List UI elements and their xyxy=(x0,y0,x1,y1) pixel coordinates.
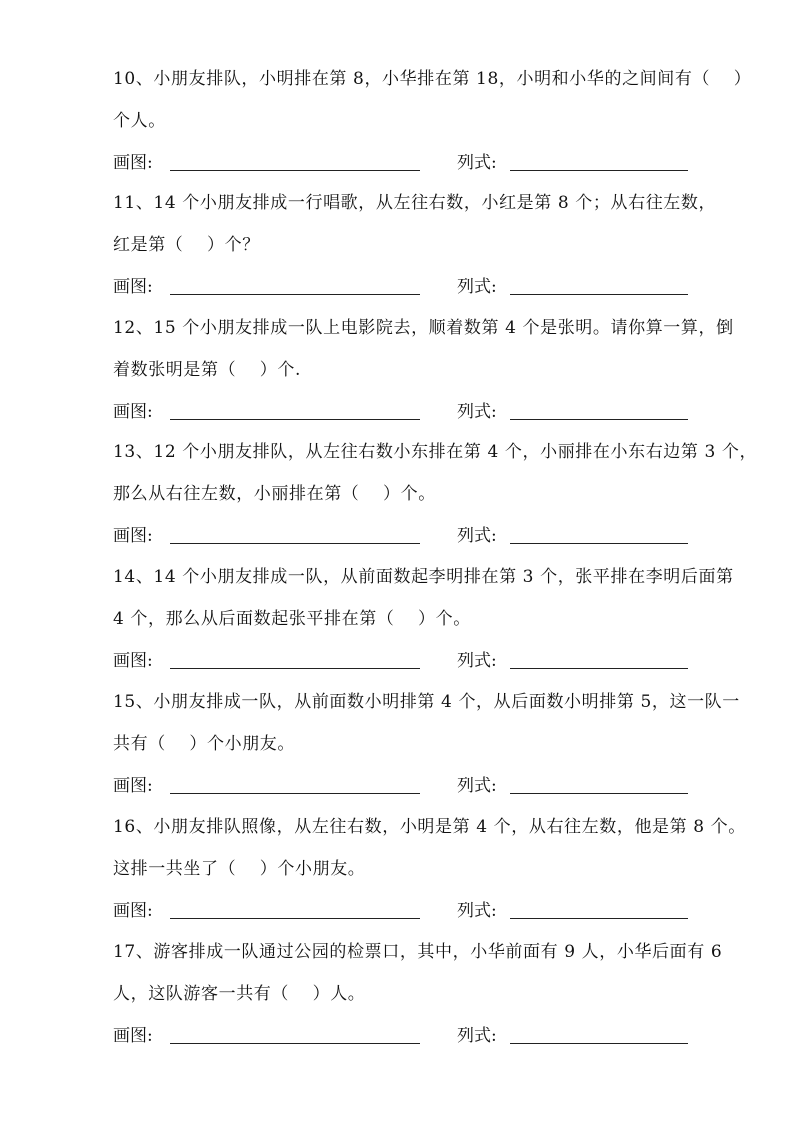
equation-answer-line[interactable] xyxy=(510,918,688,919)
question-text: 13、12 个小朋友排队，从左往右数小东排在第 4 个，小丽排在小东右边第 3 个， xyxy=(113,442,758,462)
question-text: 11、14 个小朋友排成一行唱歌，从左往右数，小红是第 8 个；从右往左数， xyxy=(113,193,717,213)
problem-17 xyxy=(113,931,763,1057)
draw-label: 画图: xyxy=(113,901,153,921)
question-text-continued: 着数张明是第（ ）个. xyxy=(113,360,302,380)
answer-row xyxy=(113,1015,763,1057)
answer-row xyxy=(113,142,763,184)
equation-label: 列式: xyxy=(457,651,497,671)
draw-answer-line[interactable] xyxy=(170,170,420,171)
draw-answer-line[interactable] xyxy=(170,793,420,794)
question-text: 16、小朋友排队照像，从左往右数，小明是第 4 个，从右往左数，他是第 8 个。 xyxy=(113,817,746,837)
draw-answer-line[interactable] xyxy=(170,419,420,420)
equation-answer-line[interactable] xyxy=(510,1043,688,1044)
draw-label: 画图: xyxy=(113,526,153,546)
question-text-continued: 红是第（ ）个？ xyxy=(113,235,260,255)
equation-label: 列式: xyxy=(457,277,497,297)
equation-label: 列式: xyxy=(457,901,497,921)
question-text: 17、游客排成一队通过公园的检票口，其中，小华前面有 9 人，小华后面有 6 xyxy=(113,942,723,962)
question-text: 14、14 个小朋友排成一队，从前面数起李明排在第 3 个，张平排在李明后面第 xyxy=(113,567,734,587)
problem-16 xyxy=(113,806,763,932)
equation-label: 列式: xyxy=(457,402,497,422)
draw-label: 画图: xyxy=(113,651,153,671)
question-text-continued: 这排一共坐了（ ）个小朋友。 xyxy=(113,859,366,879)
equation-answer-line[interactable] xyxy=(510,294,688,295)
answer-row xyxy=(113,515,763,557)
answer-row xyxy=(113,391,763,433)
question-text-continued: 人，这队游客一共有（ ）人。 xyxy=(113,984,366,1004)
draw-label: 画图: xyxy=(113,402,153,422)
question-text-continued: 那么从右往左数，小丽排在第（ ）个。 xyxy=(113,484,436,504)
problem-13 xyxy=(113,431,763,557)
question-text: 15、小朋友排成一队，从前面数小明排第 4 个，从后面数小明排第 5，这一队一 xyxy=(113,692,740,712)
answer-row xyxy=(113,266,763,308)
draw-answer-line[interactable] xyxy=(170,294,420,295)
draw-answer-line[interactable] xyxy=(170,1043,420,1044)
problem-11 xyxy=(113,182,763,308)
question-text-continued: 个人。 xyxy=(113,111,166,131)
answer-row xyxy=(113,640,763,682)
equation-label: 列式: xyxy=(457,776,497,796)
question-text-continued: 共有（ ）个小朋友。 xyxy=(113,734,296,754)
draw-label: 画图: xyxy=(113,1026,153,1046)
equation-answer-line[interactable] xyxy=(510,668,688,669)
equation-answer-line[interactable] xyxy=(510,419,688,420)
draw-label: 画图: xyxy=(113,776,153,796)
equation-label: 列式: xyxy=(457,153,497,173)
equation-answer-line[interactable] xyxy=(510,170,688,171)
problem-10 xyxy=(113,58,763,184)
equation-answer-line[interactable] xyxy=(510,793,688,794)
equation-label: 列式: xyxy=(457,1026,497,1046)
problem-15 xyxy=(113,681,763,807)
draw-answer-line[interactable] xyxy=(170,543,420,544)
draw-answer-line[interactable] xyxy=(170,918,420,919)
answer-row xyxy=(113,765,763,807)
answer-row xyxy=(113,890,763,932)
draw-label: 画图: xyxy=(113,277,153,297)
problem-12 xyxy=(113,307,763,433)
equation-answer-line[interactable] xyxy=(510,543,688,544)
question-text-continued: 4 个，那么从后面数起张平排在第（ ）个。 xyxy=(113,609,471,629)
draw-answer-line[interactable] xyxy=(170,668,420,669)
problem-14 xyxy=(113,556,763,682)
question-text: 12、15 个小朋友排成一队上电影院去，顺着数第 4 个是张明。请你算一算，倒 xyxy=(113,318,734,338)
draw-label: 画图: xyxy=(113,153,153,173)
question-text: 10、小朋友排队，小明排在第 8，小华排在第 18，小明和小华的之间间有（ ） xyxy=(113,69,752,89)
equation-label: 列式: xyxy=(457,526,497,546)
